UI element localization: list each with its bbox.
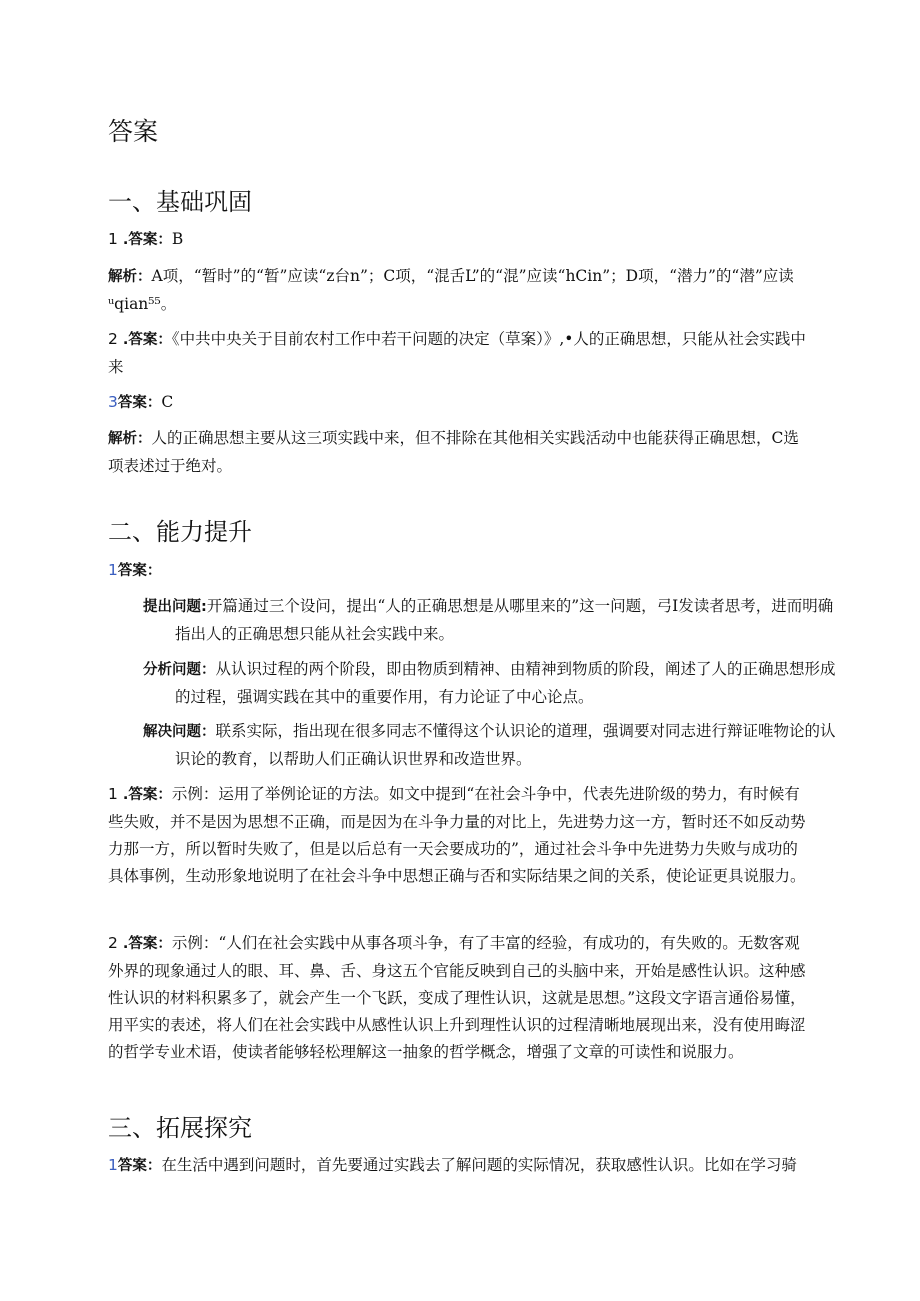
s3-q1-answer: 1答案：在生活中遇到问题时，首先要通过实践去了解问题的实际情况，获取感性认识。比如在学习骑	[108, 1156, 797, 1174]
s1-q3-analysis: 解析：人的正确思想主要从这三项实践中来，但不排除在其他相关实践活动中也能获得正确思想，C选项表述过于绝对。	[108, 429, 799, 475]
s1-q2-answer: 2 .答案：《中共中央关于目前农村工作中若干问题的决定（草案）》,•人的正确思想，只能从社会实践中来	[108, 330, 806, 376]
section-heading-1: 一、基础巩固	[108, 188, 252, 216]
s2-q1-answer: 1答案：	[108, 561, 162, 579]
section-heading-2: 二、能力提升	[108, 518, 252, 546]
s2-item-analyze-question: 分析问题：从认识过程的两个阶段，即由物质到精神、由精神到物质的阶段，阐述了人的正确思想形成的过程，强调实践在其中的重要作用，有力论证了中心论点。	[143, 660, 836, 706]
s1-q1-answer: 1 .答案：B	[108, 230, 184, 248]
s1-q1-analysis: 解析：A项，“暂时”的“暂”应读“z台n”；C项，“混舌L”的“混”应读“hCin”；D项，“潜力”的“潜”应读ᵘqian⁵⁵。	[108, 267, 794, 313]
page-title: 答案	[108, 117, 159, 146]
s2-a2-answer: 2 .答案：示例：“人们在社会实践中从事各项斗争，有了丰富的经验，有成功的，有失败的。无数客观外界的现象通过人的眼、耳、鼻、舌、身这五个官能反映到自己的头脑中来，开始是感性认识。这种感性认识的材料积累多了，就会产生一个飞跃，变成了理性认识，这就是思想。”这段文字语言通俗易懂，用平实的表述，将人们在社会实践中从感性认识上升到理性认识的过程清晰地展现出来，没有使用晦涩的哲学专业术语，使读者能够轻松理解这一抽象的哲学概念，增强了文章的可读性和说服力。	[108, 934, 806, 1061]
section-heading-3: 三、拓展探究	[108, 1114, 252, 1142]
s2-item-solve-question: 解决问题：联系实际，指出现在很多同志不懂得这个认识论的道理，强调要对同志进行辩证唯物论的认识论的教育，以帮助人们正确认识世界和改造世界。	[143, 722, 836, 768]
s1-q3-answer: 3答案：C	[108, 393, 174, 411]
s2-a1-answer: 1 .答案：示例：运用了举例论证的方法。如文中提到“在社会斗争中，代表先进阶级的势力，有时候有些失败，并不是因为思想不正确，而是因为在斗争力量的对比上，先进势力这一方，暂时还不如反动势力那一方，所以暂时失败了，但是以后总有一天会要成功的”，通过社会斗争中先进势力失败与成功的具体事例，生动形象地说明了在社会斗争中思想正确与否和实际结果之间的关系，使论证更具说服力。	[108, 785, 806, 885]
s2-item-raise-question: 提出问题:开篇通过三个设问，提出“人的正确思想是从哪里来的”这一问题，弓I发读者思考，进而明确指出人的正确思想只能从社会实践中来。	[143, 597, 834, 643]
